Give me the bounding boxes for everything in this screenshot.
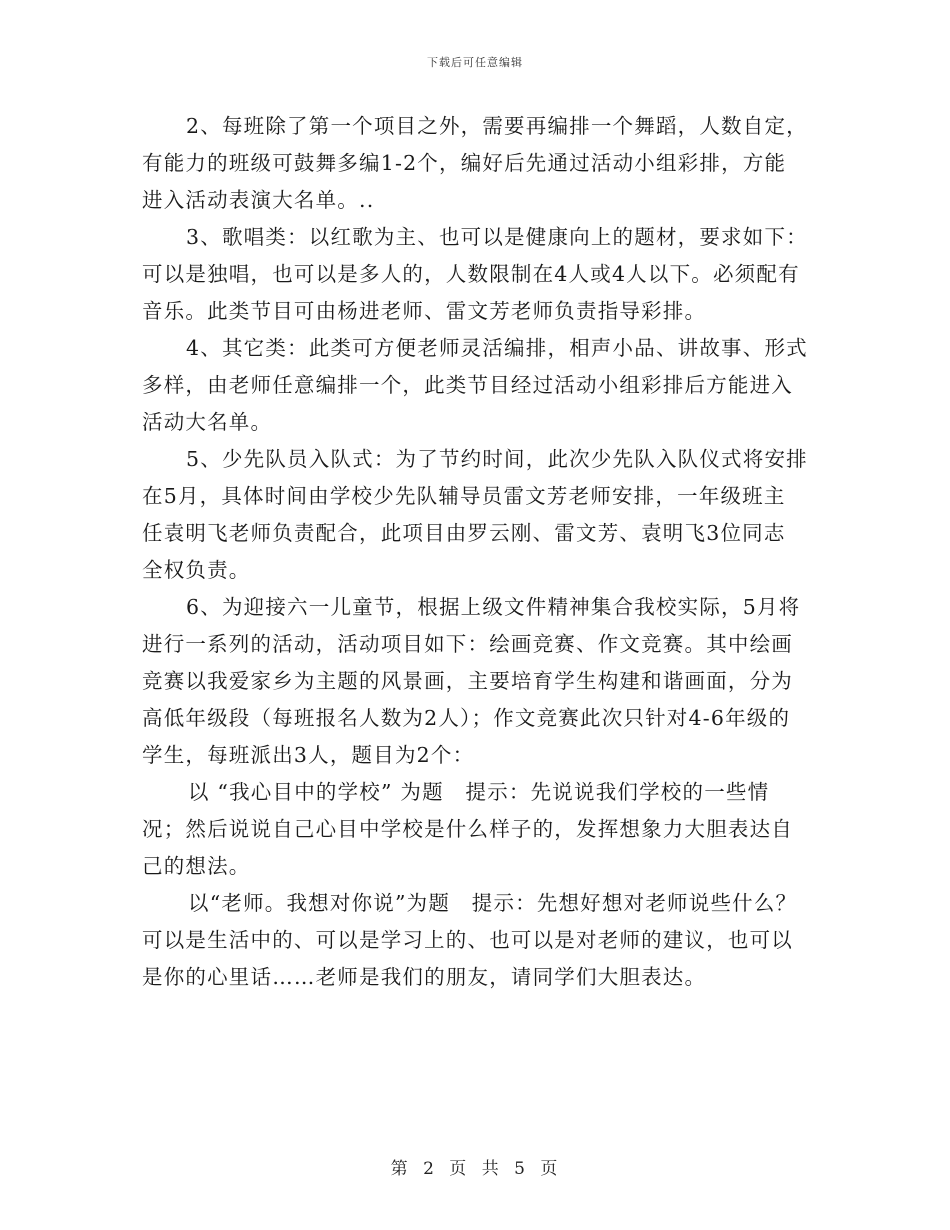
paragraph-line: 进入活动表演大名单。.. bbox=[142, 188, 375, 212]
paragraph-line: 音乐。此类节目可由杨进老师、雷文芳老师负责指导彩排。 bbox=[142, 299, 707, 323]
paragraph-line: 任袁明飞老师负责配合，此项目由罗云刚、雷文芳、袁明飞3位同志 bbox=[142, 521, 786, 545]
paragraph-line: 况；然后说说自己心目中学校是什么样子的，发挥想象力大胆表达自 bbox=[142, 817, 793, 841]
paragraph-line: 以“老师。我想对你说”为题 提示：先想好想对老师说些什么？ bbox=[188, 891, 798, 915]
paragraph-line: 竞赛以我爱家乡为主题的风景画，主要培育学生构建和谐画面，分为 bbox=[142, 669, 793, 693]
paragraph-line: 是你的心里话……老师是我们的朋友，请同学们大胆表达。 bbox=[142, 965, 707, 989]
paragraph-line: 活动大名单。 bbox=[142, 410, 273, 434]
page-header: 下载后可任意编辑 bbox=[427, 56, 523, 69]
paragraph-line: 有能力的班级可鼓舞多编1-2个，编好后先通过活动小组彩排，方能 bbox=[142, 151, 787, 175]
paragraph-line: 3、歌唱类：以红歌为主、也可以是健康向上的题材，要求如下： bbox=[186, 225, 808, 249]
paragraph-line: 多样，由老师任意编排一个，此类节目经过活动小组彩排后方能进入 bbox=[142, 373, 793, 397]
paragraph-line: 高低年级段（每班报名人数为2人）；作文竞赛此次只针对4-6年级的 bbox=[142, 706, 791, 730]
page-number-footer: 第 2 页 共 5 页 bbox=[390, 1159, 560, 1179]
paragraph-line: 6、为迎接六一儿童节，根据上级文件精神集合我校实际，5月将 bbox=[186, 595, 801, 619]
paragraph-line: 可以是生活中的、可以是学习上的、也可以是对老师的建议，也可以 bbox=[142, 928, 793, 952]
paragraph-line: 以 “我心目中的学校” 为题 提示：先说说我们学校的一些情 bbox=[188, 780, 770, 804]
paragraph-line: 4、其它类：此类可方便老师灵活编排，相声小品、讲故事、形式 bbox=[186, 336, 808, 360]
paragraph-line: 学生，每班派出3人，题目为2个： bbox=[142, 743, 475, 767]
paragraph-line: 己的想法。 bbox=[142, 854, 251, 878]
paragraph-line: 在5月，具体时间由学校少先队辅导员雷文芳老师安排，一年级班主 bbox=[142, 484, 786, 508]
document-body bbox=[142, 108, 814, 996]
paragraph-line: 全权负责。 bbox=[142, 558, 251, 582]
paragraph-line: 可以是独唱，也可以是多人的，人数限制在4人或4人以下。必须配有 bbox=[142, 262, 800, 286]
paragraph-line: 进行一系列的活动，活动项目如下：绘画竞赛、作文竞赛。其中绘画 bbox=[142, 632, 793, 656]
paragraph-line: 5、少先队员入队式：为了节约时间，此次少先队入队仪式将安排 bbox=[186, 447, 808, 471]
paragraph-line: 2、每班除了第一个项目之外，需要再编排一个舞蹈，人数自定， bbox=[186, 114, 808, 138]
